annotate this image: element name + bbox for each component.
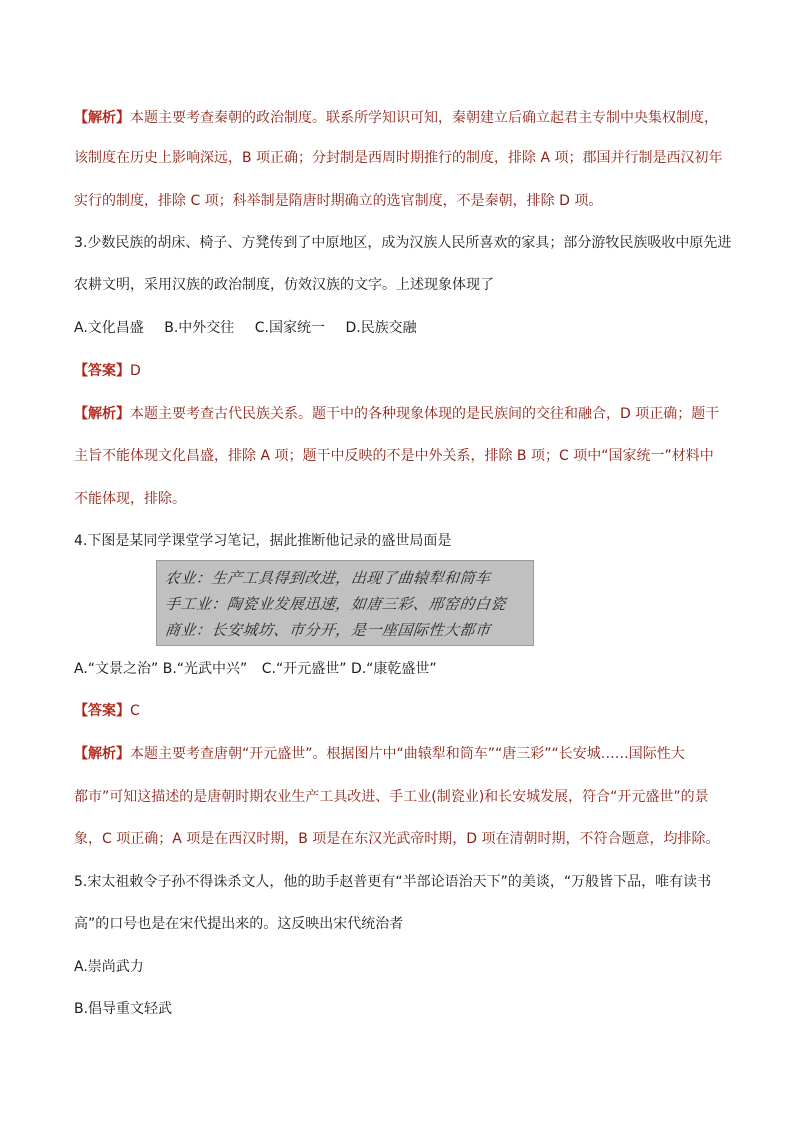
q3-option-d: D.民族交融: [345, 320, 417, 336]
q4-answer: C: [130, 703, 140, 719]
q4-options: [74, 659, 437, 679]
q2-analysis-line-2: 该制度在历史上影响深远，B 项正确；分封制是西周时期推行的制度，排除 A 项；郡国并行制是西汉初年: [74, 150, 723, 166]
q2-analysis-tag: 【解析】: [74, 110, 130, 126]
q2-analysis-text-1: 本题主要考查秦朝的政治制度。联系所学知识可知，秦朝建立后确立起君主专制中央集权制度，: [130, 110, 718, 126]
q4-analysis-tag: 【解析】: [74, 746, 130, 762]
q4-stem: 4.下图是某同学课堂学习笔记，据此推断他记录的盛世局面是: [74, 533, 452, 549]
q3-analysis-line-2: 主旨不能体现文化昌盛，排除 A 项；题干中反映的不是中外关系，排除 B 项；C 项中“国家统一”材料中: [74, 448, 714, 464]
q3-answer: D: [130, 363, 141, 379]
q2-analysis-line-1: [74, 108, 718, 128]
note-line-agriculture: 农业：生产工具得到改进，出现了曲辕犁和筒车: [164, 569, 492, 587]
q4-answer-tag: 【答案】: [74, 703, 130, 719]
q5-option-a: A.崇尚武力: [74, 959, 144, 975]
q3-stem-line-2: 农耕文明，采用汉族的政治制度，仿效汉族的文字。上述现象体现了: [74, 277, 494, 293]
q5-stem-line-2: 高”的口号也是在宋代提出来的。这反映出宋代统治者: [74, 916, 404, 932]
q3-stem-line-1: 3.少数民族的胡床、椅子、方凳传到了中原地区，成为汉族人民所喜欢的家具；部分游牧民族吸收中原先进: [74, 235, 732, 251]
q3-answer-line: [74, 361, 141, 381]
q4-option-c: C.“开元盛世”: [261, 661, 347, 677]
q4-answer-line: [74, 701, 140, 721]
q4-analysis-line-1: [74, 744, 685, 764]
handwritten-notes-image: [156, 560, 534, 646]
q4-option-a: A.“文景之治”: [74, 661, 159, 677]
note-line-commerce: 商业：长安城坊、市分开，是一座国际性大都市: [164, 621, 492, 639]
q4-option-b: B.“光武中兴”: [162, 661, 248, 677]
q3-option-a: A.文化昌盛: [74, 320, 144, 336]
note-line-handicraft: 手工业：陶瓷业发展迅速，如唐三彩、邢窑的白瓷: [164, 595, 507, 613]
q3-analysis-text-1: 本题主要考查古代民族关系。题干中的各种现象体现的是民族间的交往和融合，D 项正确；题干: [130, 406, 720, 422]
q4-option-d: D.“康乾盛世”: [350, 661, 437, 677]
q4-analysis-text-1: 本题主要考查唐朝“开元盛世”。根据图片中“曲辕犁和筒车”“唐三彩”“长安城……国际性大: [130, 746, 685, 762]
q3-option-b: B.中外交往: [164, 320, 235, 336]
q5-stem-line-1: 5.宋太祖敕令子孙不得诛杀文人，他的助手赵普更有“半部论语治天下”的美谈，“万般皆下品，唯有读书: [74, 874, 712, 890]
q3-analysis-line-3: 不能体现，排除。: [74, 491, 186, 507]
q4-analysis-line-2: 都市”可知这描述的是唐朝时期农业生产工具改进、手工业(制瓷业)和长安城发展，符合“开元盛世”的景: [74, 789, 709, 805]
q3-analysis-tag: 【解析】: [74, 406, 130, 422]
q3-option-c: C.国家统一: [254, 320, 325, 336]
q3-answer-tag: 【答案】: [74, 363, 130, 379]
q4-analysis-line-3: 象，C 项正确；A 项是在西汉时期，B 项是在东汉光武帝时期，D 项在清朝时期，不符合题意，均排除。: [74, 831, 720, 847]
q3-options: [74, 318, 433, 338]
q5-option-b: B.倡导重文轻武: [74, 1001, 173, 1017]
q2-analysis-line-3: 实行的制度，排除 C 项；科举制是隋唐时期确立的选官制度，不是秦朝，排除 D 项。: [74, 193, 603, 209]
q3-analysis-line-1: [74, 404, 719, 424]
